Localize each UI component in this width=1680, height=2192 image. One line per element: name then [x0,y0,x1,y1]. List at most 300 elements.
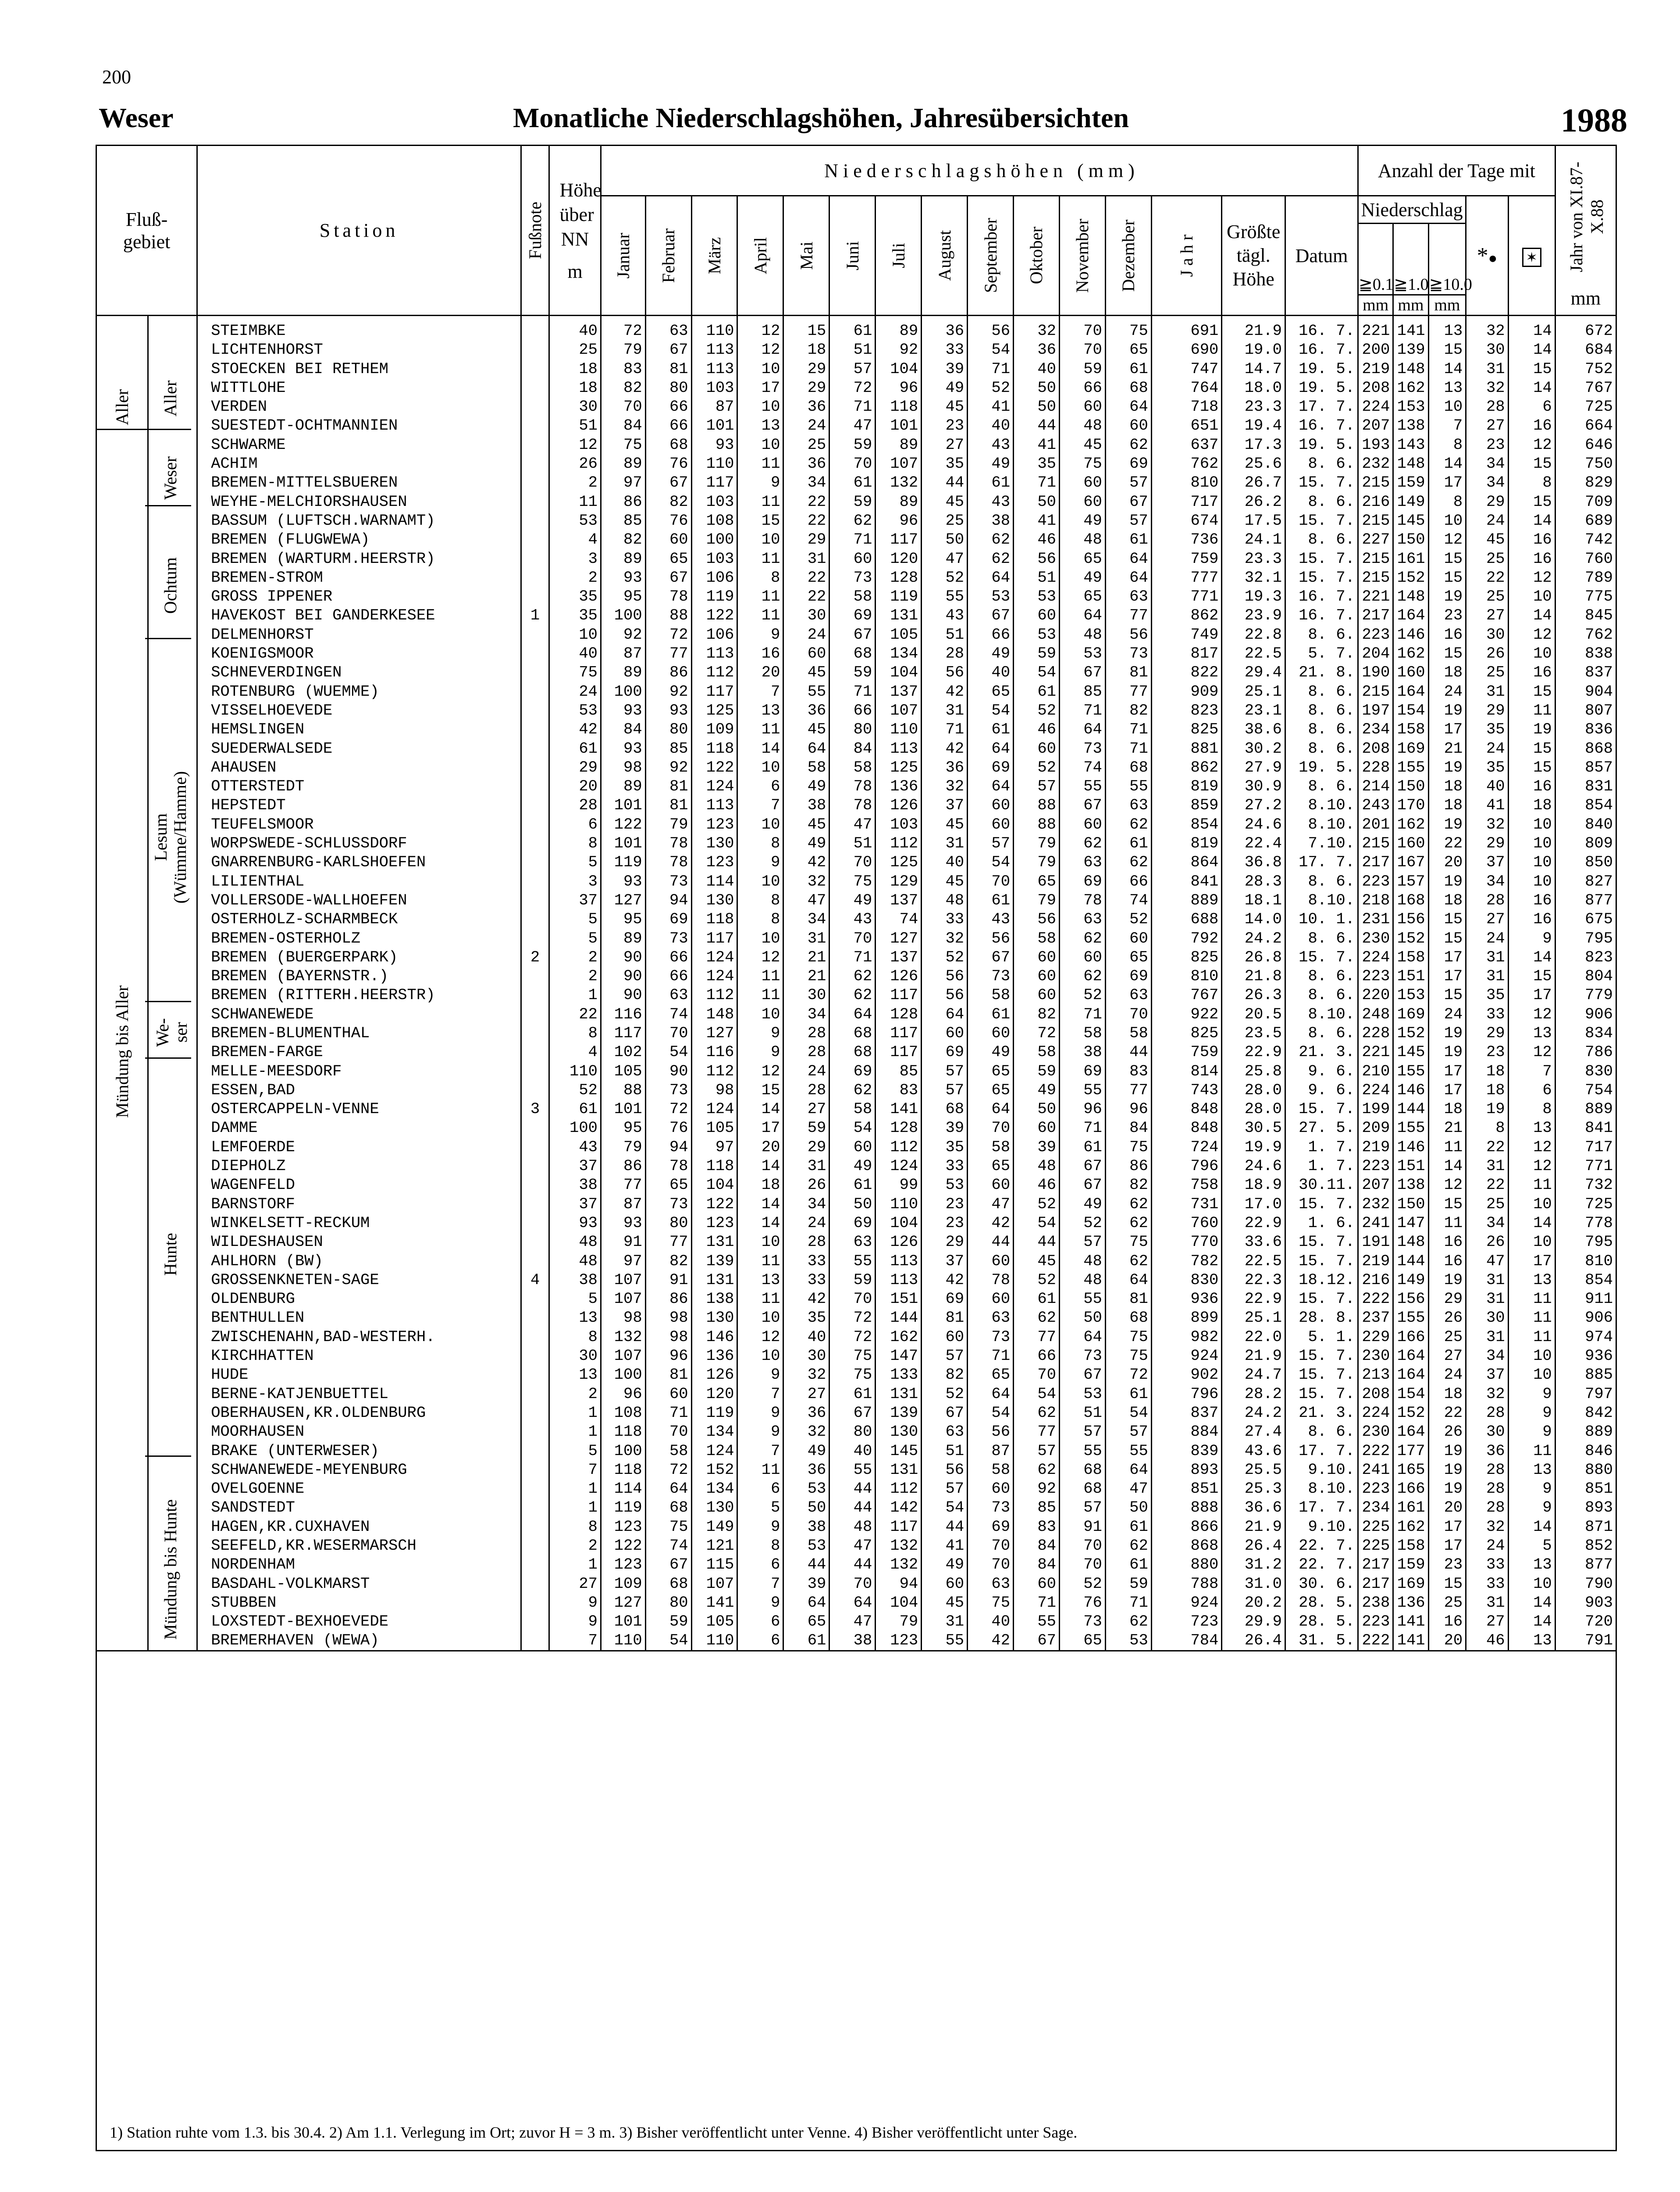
feb-cell: 76 [669,511,688,530]
okt-cell: 45 [1037,1252,1056,1270]
jul-cell: 104 [890,663,918,682]
feb-cell: 79 [669,815,688,833]
datum-cell: 17. 7. [1299,398,1355,416]
station-cell: BREMEN-BLUMENTHAL [211,1024,370,1042]
hoehe-cell: 110 [569,1062,598,1080]
jun-cell: 48 [853,1517,872,1536]
mar-cell: 103 [706,549,734,568]
dez-cell: 70 [1129,1005,1148,1023]
n100-cell: 19 [1444,1043,1463,1061]
jul-cell: 126 [890,967,918,986]
apr-cell: 11 [761,549,780,568]
jun-cell: 40 [853,1441,872,1460]
groesste-cell: 28.0 [1244,1100,1282,1118]
jahr-cell: 723 [1190,1612,1219,1631]
jahr-cell: 909 [1190,682,1219,701]
okt-cell: 77 [1037,1423,1056,1441]
n10-cell: 162 [1397,644,1425,663]
groesste-cell: 28.0 [1244,1081,1282,1099]
snow-cell: 25 [1486,663,1505,682]
mar-cell: 115 [706,1555,734,1574]
mar-cell: 117 [706,682,734,701]
precipitation-table [96,145,1617,2151]
feb-cell: 78 [669,834,688,853]
sep-cell: 41 [991,398,1011,416]
okt-cell: 77 [1037,1327,1056,1346]
jun-cell: 71 [853,530,872,549]
dez-cell: 64 [1129,1270,1148,1289]
jan-cell: 127 [614,1593,642,1612]
jahr-cell: 782 [1190,1252,1219,1270]
hoehe-cell: 8 [588,1024,598,1042]
fn-cell: 4 [530,1270,540,1289]
jul-cell: 130 [890,1423,918,1441]
box-cell: 6 [1542,398,1552,416]
jun-cell: 62 [853,511,872,530]
box-cell: 16 [1533,416,1552,435]
box-cell: 17 [1533,986,1552,1004]
n10-cell: 156 [1397,1290,1425,1308]
mai-cell: 29 [807,359,826,378]
n10-cell: 141 [1397,1631,1425,1650]
snow-cell: 8 [1495,1119,1505,1137]
jun-cell: 78 [853,796,872,815]
nov-cell: 38 [1083,1043,1102,1061]
jul-cell: 83 [899,1081,918,1099]
hoehe-cell: 30 [579,398,598,416]
mai-cell: 64 [807,1593,826,1612]
fussnote-header: Fußnote [521,146,549,316]
n100-cell: 26 [1444,1309,1463,1327]
snow-cell: 27 [1486,416,1505,435]
jahr-cell: 743 [1190,1081,1219,1099]
box-cell: 11 [1533,1176,1552,1194]
fn-cell [522,1195,548,1213]
aug-cell: 33 [945,341,965,359]
okt-cell: 36 [1037,341,1056,359]
aug-cell: 37 [945,796,965,815]
n100-cell: 14 [1444,1157,1463,1175]
snow-cell: 46 [1486,1631,1505,1650]
nov-cell: 55 [1083,777,1102,796]
n100-cell: 13 [1444,322,1463,340]
nov-cell: 52 [1083,1213,1102,1232]
box-cell: 13 [1533,1555,1552,1574]
datum-cell: 16. 7. [1299,587,1355,606]
aug-cell: 31 [945,1612,965,1631]
groesste-cell: 28.3 [1244,872,1282,890]
apr-cell: 13 [761,416,780,435]
datum-cell: 21. 8. [1299,663,1355,682]
group-lesum: Lesum (Wümme/Hamme) [151,771,190,904]
okt-cell: 56 [1037,549,1056,568]
month-mai: Mai [783,196,829,316]
xi-cell: 790 [1585,1574,1613,1593]
n10-cell: 148 [1397,1233,1425,1251]
fn-cell [522,1081,548,1100]
aug-cell: 25 [945,511,965,530]
okt-cell: 35 [1037,455,1056,473]
jul-cell: 133 [890,1366,918,1384]
n100-cell: 18 [1444,891,1463,909]
xi-column [1555,316,1616,1651]
n10-cell: 139 [1397,341,1425,359]
jul-cell: 104 [890,1213,918,1232]
groesste-cell: 36.8 [1244,853,1282,872]
groesste-cell: 27.4 [1244,1423,1282,1441]
fn-cell [522,1024,548,1043]
xi-cell: 675 [1585,910,1613,929]
n100-cell: 23 [1444,1555,1463,1574]
mar-cell: 139 [706,1252,734,1270]
jun-cell: 59 [853,492,872,511]
jahr-cell: 825 [1190,1024,1219,1042]
datum-cell: 15. 7. [1299,473,1355,492]
feb-cell: 67 [669,473,688,492]
box-cell: 9 [1542,929,1552,947]
nov-cell: 62 [1083,834,1102,853]
station-cell: STEIMBKE [211,322,286,340]
mar-cell: 152 [706,1460,734,1479]
jul-cell: 151 [890,1290,918,1308]
station-cell: BREMEN (FLUGWEWA) [211,530,370,549]
okt-cell: 40 [1037,359,1056,378]
okt-cell: 52 [1037,1270,1056,1289]
jan-cell: 84 [623,416,642,435]
groesste-cell: 17.3 [1244,435,1282,454]
box-cell: 13 [1533,1460,1552,1479]
xi-cell: 779 [1585,986,1613,1004]
hoehe-cell: 8 [588,834,598,853]
jan-cell: 101 [614,796,642,815]
nov-cell: 70 [1083,1555,1102,1574]
jun-cell: 69 [853,606,872,625]
snow-cell: 25 [1486,1195,1505,1213]
mai-cell: 33 [807,1252,826,1270]
n01-cell: 224 [1362,1081,1390,1099]
jul-cell: 85 [899,1062,918,1080]
niederschlag-subheader: Niederschlag [1358,196,1466,224]
n10-cell: 169 [1397,1005,1425,1023]
fn-cell [522,1498,548,1517]
aug-cell: 60 [945,1024,965,1042]
jun-cell: 47 [853,1612,872,1631]
dez-cell: 74 [1129,891,1148,909]
n10-cell: 152 [1397,1403,1425,1422]
feb-cell: 66 [669,416,688,435]
fn-cell [522,720,548,739]
box-cell: 14 [1533,1593,1552,1612]
jun-cell: 61 [853,322,872,340]
jul-cell: 117 [890,530,918,549]
jan-cell: 100 [614,1441,642,1460]
n01-cell: 230 [1362,1347,1390,1365]
okt-cell: 60 [1037,1119,1056,1137]
groesste-cell: 23.1 [1244,701,1282,719]
groesste-cell: 22.9 [1244,1043,1282,1061]
okt-cell: 46 [1037,1176,1056,1194]
feb-cell: 85 [669,739,688,758]
sep-cell: 65 [991,682,1011,701]
jan-cell: 93 [623,1213,642,1232]
niederschlagshoehen-header: N i e d e r s c h l a g s h ö h e n ( m m ) [601,146,1358,196]
jun-cell: 59 [853,435,872,454]
snow-cell: 23 [1486,435,1505,454]
groesste-cell: 24.7 [1244,1366,1282,1384]
groesste-cell: 25.1 [1244,682,1282,701]
apr-cell: 11 [761,1252,780,1270]
jahr-cell: 880 [1190,1555,1219,1574]
hoehe-cell: 5 [588,1441,598,1460]
nov-cell: 73 [1083,739,1102,758]
station-cell: BREMEN-MITTELSBUEREN [211,473,398,492]
feb-cell: 88 [669,606,688,625]
mar-cell: 134 [706,1480,734,1498]
okt-cell: 53 [1037,625,1056,644]
fn-cell [522,1346,548,1365]
n10-cell: 157 [1397,872,1425,890]
apr-cell: 9 [771,1423,780,1441]
station-cell: WINKELSETT-RECKUM [211,1213,370,1232]
n01-cell: 227 [1362,530,1390,549]
n100-cell: 16 [1444,1612,1463,1631]
station-cell: AHLHORN (BW) [211,1252,323,1270]
fn-cell [522,815,548,834]
feb-cell: 78 [669,587,688,606]
sep-cell: 44 [991,1233,1011,1251]
okt-cell: 62 [1037,1460,1056,1479]
n01-cell: 219 [1362,359,1390,378]
nov-cell: 57 [1083,1233,1102,1251]
groesste-cell: 25.5 [1244,1460,1282,1479]
apr-cell: 9 [771,1403,780,1422]
n10-cell: 167 [1397,853,1425,872]
box-cell: 16 [1533,663,1552,682]
dez-cell: 57 [1129,1423,1148,1441]
mar-cell: 117 [706,929,734,947]
n01-cell: 190 [1362,663,1390,682]
n100-cell: 17 [1444,1517,1463,1536]
box-cell: 15 [1533,967,1552,986]
n10-cell: 164 [1397,1423,1425,1441]
box-cell: 13 [1533,1270,1552,1289]
aug-cell: 71 [945,720,965,739]
jun-cell: 38 [853,1631,872,1650]
jahr-cell: 810 [1190,473,1219,492]
jahr-cell: 851 [1190,1480,1219,1498]
okt-cell: 50 [1037,1100,1056,1118]
n01-cell: 219 [1362,1252,1390,1270]
nov-cell: 68 [1083,1480,1102,1498]
apr-cell: 9 [771,625,780,644]
dez-cell: 69 [1129,967,1148,986]
mai-cell: 18 [807,341,826,359]
dez-cell: 47 [1129,1480,1148,1498]
mar-cell: 103 [706,378,734,397]
sep-cell: 63 [991,1309,1011,1327]
aug-cell: 47 [945,549,965,568]
mai-cell: 22 [807,568,826,587]
jun-cell: 60 [853,549,872,568]
mai-cell: 38 [807,796,826,815]
jahr-cell: 866 [1190,1517,1219,1536]
jahr-cell: 889 [1190,891,1219,909]
mar-cell: 105 [706,1119,734,1137]
fn-cell [522,663,548,682]
mai-cell: 24 [807,1213,826,1232]
xi-cell: 664 [1585,416,1613,435]
jahr-cell: 760 [1190,1213,1219,1232]
groesste-cell: 23.3 [1244,549,1282,568]
datum-cell: 19. 5. [1299,378,1355,397]
xi-cell: 831 [1585,777,1613,796]
dez-cell: 58 [1129,1024,1148,1042]
datum-cell: 10. 1. [1299,910,1355,929]
jahr-cell: 718 [1190,398,1219,416]
n100-cell: 7 [1453,416,1463,435]
okt-cell: 79 [1037,891,1056,909]
box-cell: 10 [1533,853,1552,872]
jun-cell: 51 [853,834,872,853]
box-cell: 7 [1542,1062,1552,1080]
n01-cell: 214 [1362,777,1390,796]
xi-cell: 809 [1585,834,1613,853]
groesste-cell: 26.3 [1244,986,1282,1004]
jahr-cell: 859 [1190,796,1219,815]
sep-cell: 42 [991,1213,1011,1232]
groesste-cell: 22.5 [1244,1252,1282,1270]
dez-cell: 86 [1129,1157,1148,1175]
nov-cell: 60 [1083,473,1102,492]
apr-cell: 9 [771,853,780,872]
mai-cell: 34 [807,473,826,492]
mar-cell: 113 [706,341,734,359]
mar-cell: 119 [706,587,734,606]
fn-cell [522,359,548,378]
xi-cell: 823 [1585,948,1613,966]
hoehe-cell: 26 [579,455,598,473]
jahr-cell: 888 [1190,1498,1219,1517]
nov-cell: 73 [1083,1347,1102,1365]
xi-cell: 871 [1585,1517,1613,1536]
jahr-cell: 759 [1190,1043,1219,1061]
n10-cell: 149 [1397,1270,1425,1289]
xi-cell: 795 [1585,1233,1613,1251]
groesste-cell: 22.3 [1244,1270,1282,1289]
sep-cell: 43 [991,910,1011,929]
okt-cell: 71 [1037,473,1056,492]
jul-cell: 103 [890,815,918,833]
datum-cell: 15. 7. [1299,568,1355,587]
jan-cell: 101 [614,1612,642,1631]
apr-cell: 14 [761,1195,780,1213]
xi-cell: 857 [1585,758,1613,776]
n100-cell: 18 [1444,796,1463,815]
hoehe-cell: 43 [579,1138,598,1156]
datum-cell: 15. 7. [1299,1347,1355,1365]
nov-cell: 61 [1083,1138,1102,1156]
jahr-cell: 796 [1190,1157,1219,1175]
nov-cell: 63 [1083,910,1102,929]
n10-cell: 158 [1397,720,1425,739]
snow-cell: 32 [1486,322,1505,340]
jun-cell: 75 [853,872,872,890]
n10-cell: 169 [1397,1574,1425,1593]
dez-cell: 56 [1129,625,1148,644]
mar-cell: 108 [706,511,734,530]
hoehe-cell: 5 [588,853,598,872]
station-cell: SEEFELD,KR.WESERMARSCH [211,1537,416,1555]
snow-cell: 31 [1486,967,1505,986]
mai-cell: 47 [807,891,826,909]
station-cell: VOLLERSODE-WALLHOEFEN [211,891,407,909]
fn-cell [522,1138,548,1156]
jan-cell: 116 [614,1005,642,1023]
n01-cell: 232 [1362,455,1390,473]
aug-cell: 33 [945,910,965,929]
n100-cell: 27 [1444,1347,1463,1365]
datum-cell: 8. 6. [1308,492,1355,511]
jul-cell: 128 [890,1119,918,1137]
hoehe-cell: 7 [588,1631,598,1650]
mai-cell: 21 [807,967,826,986]
n10-cell: 143 [1397,435,1425,454]
groesste-cell: 30.9 [1244,777,1282,796]
snow-cell: 31 [1486,359,1505,378]
jul-cell: 99 [899,1176,918,1194]
groesste-cell: 31.2 [1244,1555,1282,1574]
nov-cell: 67 [1083,1157,1102,1175]
jan-cell: 84 [623,720,642,739]
mai-cell: 32 [807,872,826,890]
jan-cell: 110 [614,1631,642,1650]
jun-cell: 69 [853,1213,872,1232]
mai-cell: 45 [807,720,826,739]
apr-cell: 10 [761,530,780,549]
hoehe-cell: 4 [588,530,598,549]
n100-cell: 21 [1444,1119,1463,1137]
n01-cell: 222 [1362,1290,1390,1308]
aug-cell: 57 [945,1480,965,1498]
datum-cell: 9. 6. [1308,1081,1355,1099]
n10-cell: 152 [1397,929,1425,947]
n100-cell: 20 [1444,1498,1463,1517]
jahr-cell: 736 [1190,530,1219,549]
jan-cell: 77 [623,1176,642,1194]
n10-cell: 138 [1397,416,1425,435]
sep-cell: 64 [991,739,1011,758]
jul-cell: 112 [890,1138,918,1156]
snow-cell: 47 [1486,1252,1505,1270]
station-cell: GNARRENBURG-KARLSHOEFEN [211,853,426,872]
sep-cell: 70 [991,1537,1011,1555]
aug-cell: 32 [945,777,965,796]
station-cell: WORPSWEDE-SCHLUSSDORF [211,834,407,853]
feb-cell: 71 [669,1403,688,1422]
groesste-cell: 22.9 [1244,1290,1282,1308]
aug-cell: 60 [945,1574,965,1593]
jul-cell: 137 [890,682,918,701]
n100-cell: 18 [1444,663,1463,682]
jahr-cell: 651 [1190,416,1219,435]
hoehe-header: Höhe über NN m [549,146,601,316]
snow-cell: 29 [1486,701,1505,719]
snow-cell: 32 [1486,378,1505,397]
jul-cell: 112 [890,1480,918,1498]
apr-cell: 10 [761,815,780,833]
jahr-cell: 854 [1190,815,1219,833]
sep-cell: 62 [991,549,1011,568]
